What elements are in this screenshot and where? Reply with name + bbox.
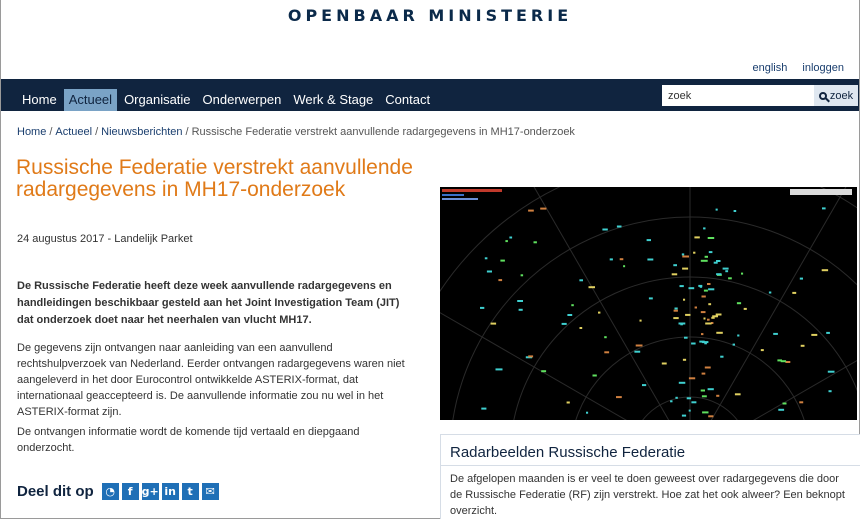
radar-blip — [701, 260, 708, 262]
radar-blip — [485, 257, 488, 259]
radar-blip — [480, 307, 484, 309]
radar-blip — [647, 259, 653, 261]
radar-blip — [620, 258, 624, 260]
radar-blip — [500, 260, 505, 262]
radar-ring — [510, 277, 857, 420]
share-label: Deel dit op — [17, 483, 94, 500]
radar-blip — [725, 270, 728, 272]
radar-blip — [700, 286, 702, 288]
radar-blip — [716, 395, 719, 397]
facebook-icon[interactable]: f — [122, 483, 139, 500]
radar-blip — [534, 241, 537, 243]
radar-screen-graphic — [440, 187, 857, 420]
radar-blip — [702, 373, 706, 375]
radar-blip — [829, 390, 832, 392]
search-button[interactable] — [814, 85, 858, 106]
related-box-text: De afgelopen maanden is er veel te doen geweest over radargegevens die door de Russische Federatie (RF) zijn verstrekt. Hoe zat het ook alweer? Een beknopt overzicht. — [450, 473, 845, 517]
radar-blip — [716, 209, 718, 211]
radar-blip — [822, 269, 828, 271]
nav-item-actueel[interactable]: Actueel — [64, 89, 117, 111]
radar-blip — [562, 323, 567, 325]
radar-blip — [602, 229, 607, 231]
radar-blip — [691, 343, 696, 345]
radar-blip — [708, 415, 713, 417]
login-link[interactable]: inloggen — [802, 62, 844, 74]
radar-blip — [694, 236, 699, 238]
radar-blip — [712, 315, 718, 317]
radar-blip — [683, 359, 686, 361]
english-link[interactable]: english — [752, 62, 788, 74]
radar-blip — [702, 341, 709, 343]
radar-blip — [616, 396, 622, 398]
rss-icon[interactable]: ◔ — [102, 483, 119, 500]
twitter-icon[interactable]: t — [182, 483, 199, 500]
radar-blip — [673, 264, 677, 266]
googleplus-icon[interactable]: g+ — [141, 485, 159, 498]
radar-blip — [684, 337, 688, 339]
radar-blip — [704, 318, 706, 320]
breadcrumb-news[interactable]: Nieuwsberichten — [101, 126, 183, 138]
radar-blip — [617, 226, 622, 228]
radar-blip — [672, 273, 678, 275]
article-paragraph-1: De gegevens zijn ontvangen naar aanleiding van een aanvullend rechtshulpverzoek van Nederland. Eerder ontvangen radargegevens waren niet aangeleverd in het door Eurocontrol ontwikkelde ASTERIX-format, dat internationaal geaccepteerd is. De aanvullende informatie zou nu wel in het ASTERIX-format zijn. — [17, 342, 405, 418]
radar-blip — [505, 240, 508, 242]
radar-blip — [734, 210, 737, 212]
radar-blip — [509, 237, 512, 239]
radar-blip — [708, 288, 714, 290]
radar-blip — [487, 271, 492, 273]
article-title: Russische Federatie verstrekt aanvullende radargegevens in MH17-onderzoek — [16, 156, 413, 201]
radar-blip — [792, 292, 796, 294]
radar-blip — [708, 237, 715, 239]
radar-blip — [705, 323, 711, 325]
radar-blip — [781, 360, 786, 362]
radar-blip — [741, 273, 743, 275]
radar-blip — [604, 351, 609, 353]
radar-blip — [783, 403, 787, 405]
radar-blip — [744, 308, 747, 310]
radar-blip — [680, 323, 683, 325]
radar-blip — [703, 227, 705, 229]
radar-blip — [693, 252, 695, 254]
radar-blip — [691, 401, 696, 403]
radar-blip — [811, 334, 817, 336]
radar-blip — [737, 335, 739, 337]
radar-blip — [571, 304, 574, 306]
radar-blip — [610, 258, 613, 260]
radar-blip — [580, 327, 583, 329]
radar-blip — [680, 285, 684, 287]
radar-blip — [709, 251, 713, 253]
radar-blip — [801, 345, 805, 347]
share-bar — [17, 483, 222, 500]
radar-blip — [828, 371, 835, 373]
radar-blip — [593, 375, 597, 377]
nav-item-home[interactable]: Home — [22, 92, 57, 107]
radar-blip — [567, 314, 572, 316]
breadcrumb-separator: / — [185, 126, 189, 138]
nav-item-onderwerpen[interactable]: Onderwerpen — [202, 92, 282, 107]
radar-blip — [716, 273, 721, 275]
radar-blip — [689, 377, 695, 379]
radar-blip — [785, 361, 790, 363]
radar-blip — [708, 388, 714, 390]
radar-blip — [540, 208, 546, 210]
radar-blip — [586, 412, 588, 414]
search-button-label: zoek — [829, 89, 854, 102]
radar-blip — [701, 311, 706, 313]
breadcrumb-current: Russische Federatie verstrekt aanvullende radargegevens in MH17-onderzoek — [191, 126, 575, 138]
breadcrumb-separator: / — [49, 126, 53, 138]
radar-blip — [702, 395, 707, 397]
radar-blip — [773, 333, 778, 335]
nav-item-werk-stage[interactable]: Werk & Stage — [293, 92, 374, 107]
radar-blip — [647, 239, 651, 241]
radar-blip — [689, 287, 695, 289]
radar-blip — [623, 265, 625, 267]
nav-menu — [17, 89, 437, 111]
radar-blip — [707, 319, 710, 321]
radar-blip — [682, 415, 686, 417]
radar-blip — [716, 314, 722, 316]
breadcrumb-home[interactable]: Home — [17, 126, 47, 138]
radar-blip — [674, 310, 678, 312]
radar-blip — [670, 400, 672, 402]
radar-blip — [567, 402, 570, 404]
article-date: 24 augustus 2017 - Landelijk Parket — [17, 233, 193, 245]
radar-blip — [528, 210, 534, 212]
breadcrumb-separator: / — [95, 126, 99, 138]
radar-blip — [799, 401, 803, 403]
radar-blip — [689, 410, 691, 412]
radar-blip — [579, 279, 583, 281]
radar-blip — [733, 344, 735, 346]
radar-blip — [649, 297, 653, 299]
radar-blip — [687, 397, 691, 399]
radar-blip — [675, 397, 677, 399]
radar-blip — [636, 345, 643, 347]
radar-blip — [769, 292, 771, 294]
radar-blip — [679, 382, 686, 384]
radar-blip — [705, 256, 708, 258]
linkedin-icon[interactable]: in — [162, 483, 179, 500]
nav-item-organisatie[interactable]: Organisatie — [124, 92, 191, 107]
radar-spoke — [690, 257, 857, 420]
radar-blip — [705, 367, 711, 369]
radar-blip — [683, 299, 685, 301]
related-box-title[interactable]: Radarbeelden Russische Federatie — [450, 444, 686, 461]
radar-blip — [778, 409, 784, 411]
divider — [441, 465, 860, 466]
radar-blip — [598, 312, 600, 314]
radar-blip — [519, 309, 523, 311]
radar-blip — [496, 368, 503, 370]
radar-blip — [521, 274, 524, 276]
radar-blip — [702, 411, 708, 413]
radar-blip — [662, 363, 667, 365]
radar-blip — [640, 320, 642, 322]
radar-blip — [702, 296, 706, 298]
site-logo[interactable]: OPENBAAR MINISTERIE — [287, 6, 573, 25]
radar-blip — [517, 300, 523, 302]
article-lead: De Russische Federatie heeft deze week aanvullende radargegevens en handleidingen beschikbaar gesteld aan het Joint Investigation Team (JIT) dat onderzoek doet naar het neerhalen van vlucht MH17. — [17, 280, 400, 326]
breadcrumb — [17, 126, 575, 138]
radar-blip — [707, 283, 711, 285]
breadcrumb-actueel[interactable]: Actueel — [55, 126, 93, 138]
search-input[interactable] — [662, 85, 814, 106]
radar-blip — [682, 256, 689, 258]
radar-blip — [735, 393, 741, 395]
radar-blip — [634, 351, 640, 353]
related-box[interactable] — [440, 434, 860, 519]
radar-blip — [642, 384, 646, 386]
radar-blip — [604, 336, 607, 338]
radar-blip — [685, 314, 690, 316]
radar-blip — [701, 333, 703, 335]
radar-blip — [826, 332, 830, 334]
radar-blip — [714, 262, 718, 264]
radar-blip — [528, 355, 533, 357]
nav-item-contact[interactable]: Contact — [385, 92, 431, 107]
radar-blip — [498, 279, 502, 281]
radar-blip — [720, 356, 723, 358]
radar-blip — [675, 308, 678, 310]
radar-blip — [728, 277, 732, 279]
radar-spoke — [490, 187, 690, 420]
radar-image — [440, 187, 857, 420]
radar-blip — [673, 317, 678, 319]
article-paragraph-2: De ontvangen informatie wordt de komende tijd vertaald en diepgaand onderzocht. — [17, 426, 360, 454]
radar-blip — [704, 290, 708, 292]
radar-blip — [682, 253, 684, 255]
radar-blip — [708, 303, 711, 305]
radar-blip — [716, 332, 723, 334]
radar-spoke — [690, 187, 857, 420]
radar-blip — [541, 370, 546, 372]
radar-blip — [737, 302, 741, 304]
radar-blip — [481, 408, 486, 410]
radar-blip — [800, 278, 803, 280]
radar-blip — [761, 349, 764, 351]
search-form — [662, 85, 858, 106]
email-icon[interactable]: ✉ — [202, 483, 219, 500]
radar-blip — [589, 286, 596, 288]
search-icon — [819, 92, 827, 100]
radar-blip — [491, 323, 497, 325]
radar-blip — [682, 268, 688, 270]
radar-blip — [723, 268, 729, 270]
radar-blip — [822, 207, 826, 209]
radar-ring — [450, 217, 857, 420]
radar-blip — [701, 390, 705, 392]
top-links — [740, 62, 844, 74]
radar-blip — [695, 307, 697, 309]
